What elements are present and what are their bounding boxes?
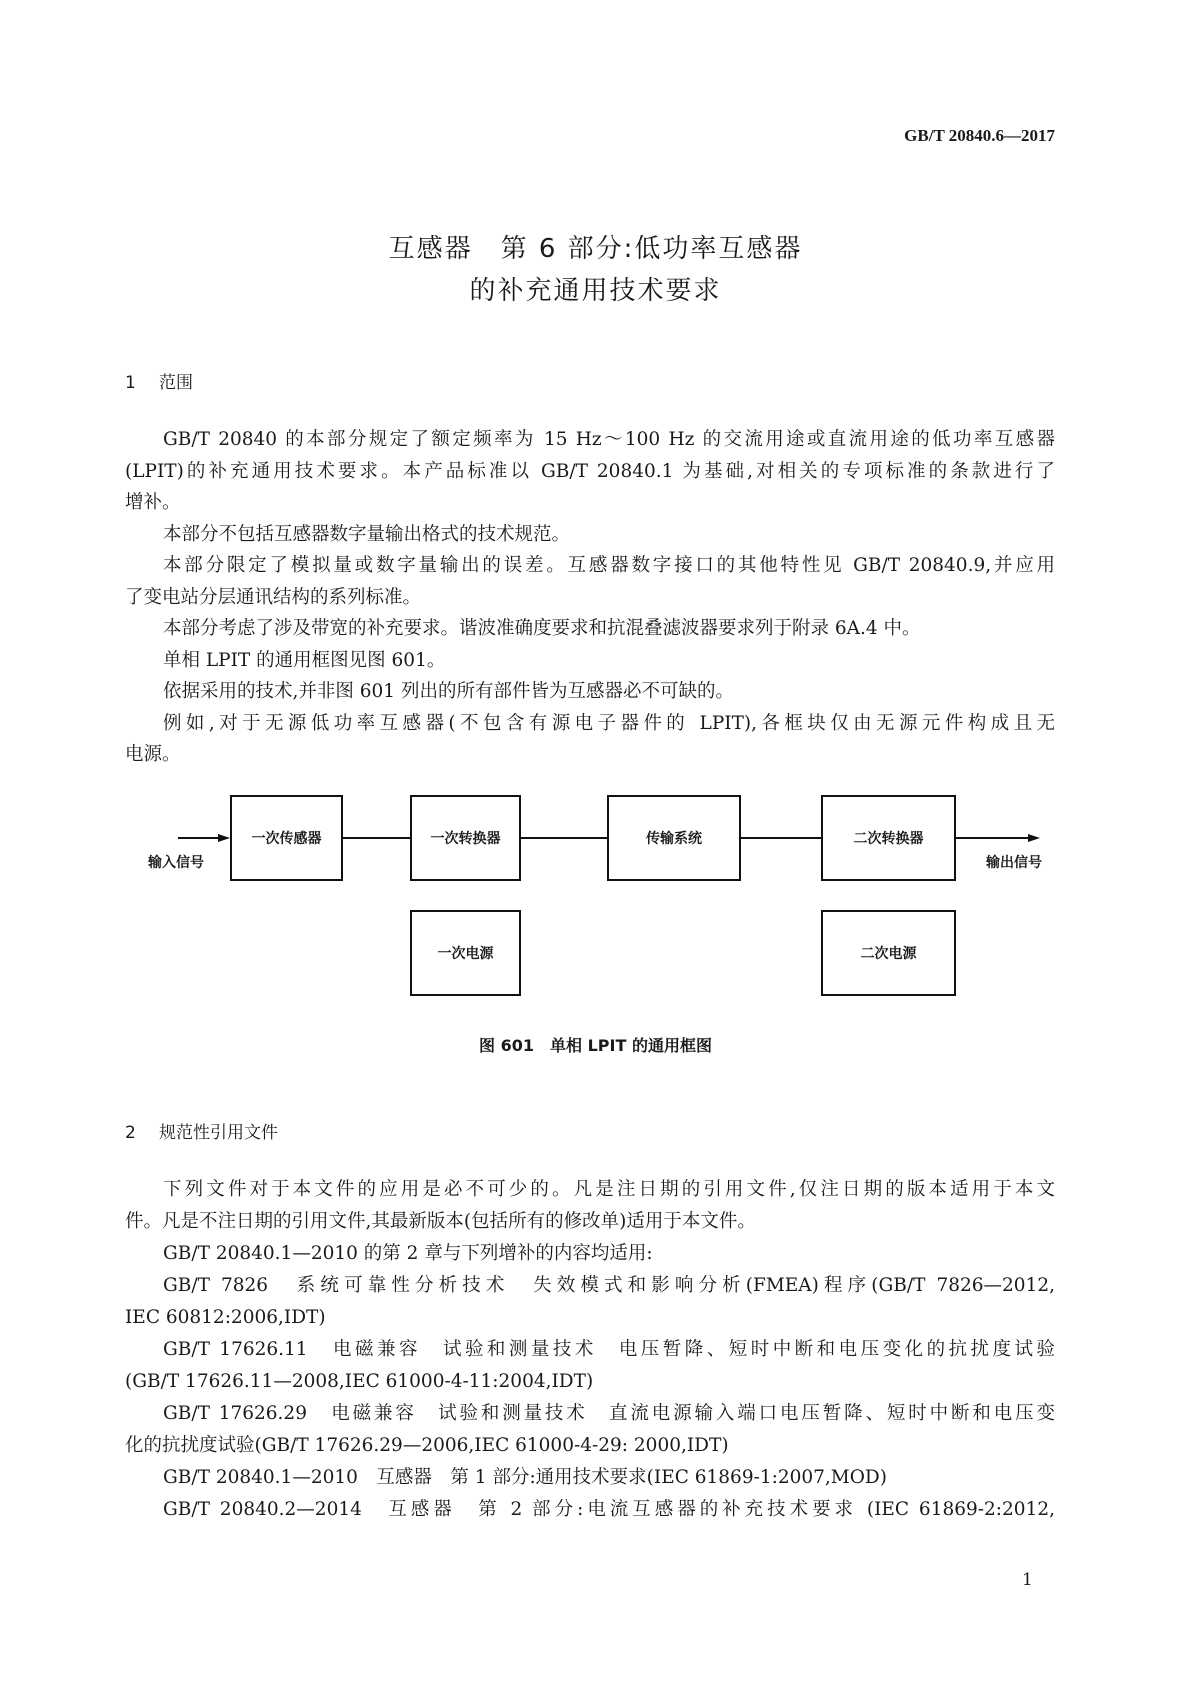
text-line: IEC 60812:2006,IDT) bbox=[125, 1307, 326, 1328]
input-arrow-icon bbox=[218, 834, 230, 842]
document-title-line2: 的补充通用技术要求 bbox=[469, 276, 722, 306]
block-label: 二次电源 bbox=[860, 946, 917, 962]
reference-item: GB/T 17626.29 电磁兼容 试验和测量技术 直流电源输入端口电压暂降、短时中断和电压变 bbox=[163, 1403, 1055, 1424]
section-2-body bbox=[125, 1174, 1055, 1526]
input-signal-label: 输入信号 bbox=[148, 855, 204, 871]
block-primary-sensor bbox=[230, 795, 343, 881]
text-line: GB/T 20840 的本部分规定了额定频率为 15 Hz～100 Hz 的交流用途或直流用途的低功率互感器 bbox=[163, 429, 1055, 450]
document-title-line1: 互感器 第 6 部分:低功率互感器 bbox=[388, 234, 803, 264]
text-line: 增补。 bbox=[125, 492, 181, 513]
block-secondary-converter bbox=[821, 795, 956, 881]
block-label: 二次转换器 bbox=[853, 831, 924, 847]
connector-line bbox=[741, 837, 821, 839]
text-line: 了变电站分层通讯结构的系列标准。 bbox=[125, 586, 422, 608]
text-line: 依据采用的技术,并非图 601 列出的所有部件皆为互感器必不可缺的。 bbox=[163, 681, 734, 702]
section-number: 1 bbox=[125, 373, 136, 393]
text-line: 电源。 bbox=[125, 744, 181, 765]
section-number: 2 bbox=[125, 1123, 136, 1143]
reference-item: GB/T 17626.11 电磁兼容 试验和测量技术 电压暂降、短时中断和电压变化的抗扰度试验 bbox=[163, 1339, 1055, 1360]
reference-item: GB/T 20840.1—2010 互感器 第 1 部分:通用技术要求(IEC 61869-1:2007,MOD) bbox=[163, 1467, 887, 1488]
standard-code: GB/T 20840.6—2017 bbox=[904, 126, 1055, 145]
section-1-body bbox=[125, 424, 1055, 771]
text-line: 本部分考虑了涉及带宽的补充要求。谐波准确度要求和抗混叠滤波器要求列于附录 6A.4 中。 bbox=[163, 618, 921, 639]
block-label: 一次电源 bbox=[437, 946, 494, 962]
text-line: GB/T 20840.1—2010 的第 2 章与下列增补的内容均适用: bbox=[163, 1243, 653, 1264]
output-arrow-icon bbox=[1028, 834, 1040, 842]
block-label: 一次传感器 bbox=[251, 831, 322, 847]
reference-item: GB/T 20840.2—2014 互感器 第 2 部分:电流互感器的补充技术要求 (IEC 61869-2:2012, bbox=[163, 1499, 1055, 1520]
block-primary-converter bbox=[410, 795, 521, 881]
connector-line bbox=[521, 837, 607, 839]
block-transmission-system bbox=[607, 795, 741, 881]
text-line: 件。凡是不注日期的引用文件,其最新版本(包括所有的修改单)适用于本文件。 bbox=[125, 1211, 756, 1232]
block-secondary-power-supply bbox=[821, 910, 956, 996]
text-line: 例如,对于无源低功率互感器(不包含有源电子器件的 LPIT),各框块仅由无源元件构成且无 bbox=[163, 712, 1055, 734]
connector-line bbox=[343, 837, 410, 839]
section-title: 规范性引用文件 bbox=[159, 1123, 278, 1143]
block-primary-power-supply bbox=[410, 910, 521, 996]
text-line: (LPIT)的补充通用技术要求。本产品标准以 GB/T 20840.1 为基础,对相关的专项标准的条款进行了 bbox=[125, 460, 1055, 482]
text-line: 化的抗扰度试验(GB/T 17626.29—2006,IEC 61000-4-29: 2000,IDT) bbox=[125, 1435, 729, 1456]
section-2-heading bbox=[125, 1118, 278, 1143]
section-1-heading bbox=[125, 368, 193, 393]
text-line: 本部分不包括互感器数字量输出格式的技术规范。 bbox=[163, 523, 571, 545]
text-line: 下列文件对于本文件的应用是必不可少的。凡是注日期的引用文件,仅注日期的版本适用于本文 bbox=[163, 1179, 1055, 1200]
text-line: 本部分限定了模拟量或数字量输出的误差。互感器数字接口的其他特性见 GB/T 20840.9,并应用 bbox=[163, 555, 1055, 576]
block-label: 传输系统 bbox=[646, 831, 702, 847]
block-label: 一次转换器 bbox=[430, 831, 501, 847]
page-number: 1 bbox=[1022, 1570, 1033, 1590]
text-line: (GB/T 17626.11—2008,IEC 61000-4-11:2004,IDT) bbox=[125, 1371, 594, 1392]
section-title: 范围 bbox=[159, 373, 193, 393]
figure-caption: 图 601 单相 LPIT 的通用框图 bbox=[479, 1036, 712, 1055]
text-line: 单相 LPIT 的通用框图见图 601。 bbox=[163, 649, 446, 671]
output-signal-label: 输出信号 bbox=[986, 855, 1042, 871]
reference-item: GB/T 7826 系统可靠性分析技术 失效模式和影响分析(FMEA)程序(GB/T 7826—2012, bbox=[163, 1275, 1055, 1296]
output-line bbox=[956, 837, 1032, 839]
